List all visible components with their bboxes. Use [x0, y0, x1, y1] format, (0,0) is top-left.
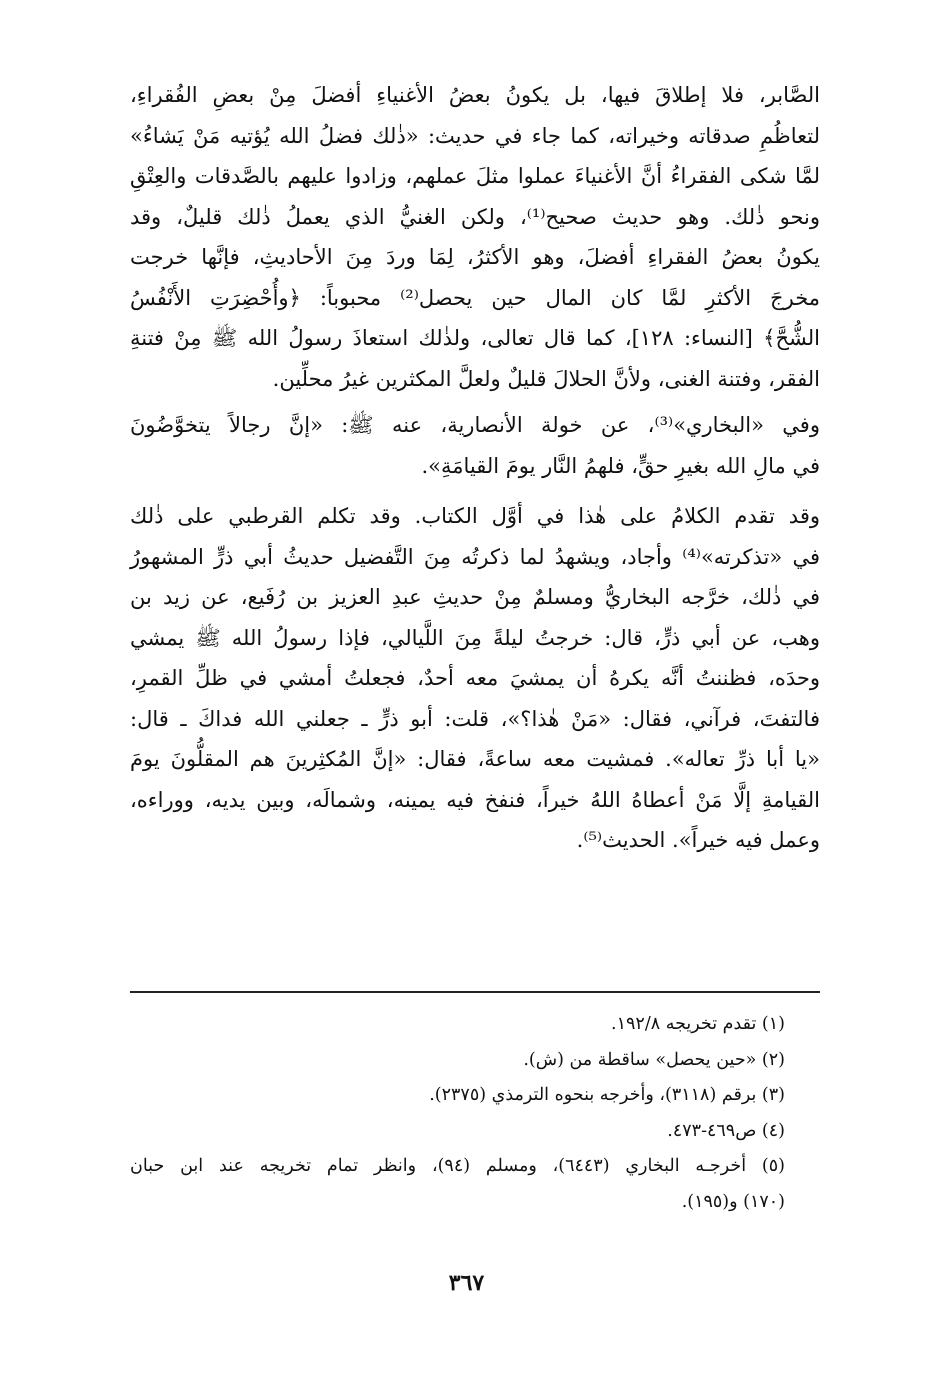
- text-line: وفي «البخاري»⁽³⁾، عن خولة الأنصارية، عنه ﷺ: «إنَّ رجالاً يتخوَّضُونَ: [130, 413, 820, 437]
- footnote: (٥) أخرجـه البخاري (٦٤٤٣)، ومسلم (٩٤)، وانظر تمام تخريجه عند ابن حبان: [130, 1156, 785, 1176]
- footnotes: [130, 1007, 785, 1220]
- text-line: يكونُ بعضُ الفقراءِ أفضلَ، وهو الأكثرُ، لِمَا وردَ مِنَ الأحاديثِ، فإنَّها خرجت: [130, 245, 820, 269]
- text-line: لتعاظُمِ صدقاته وخيراته، كما جاء في حديث: «ذٰلك فضلُ الله يُؤتيه مَنْ يَشاءُ»: [130, 123, 820, 148]
- text-line: في «تذكرته»⁽⁴⁾ وأجاد، ويشهدُ لما ذكرتُه مِنَ التَّفضيل حديثُ أبي ذرٍّ المشهورُ: [130, 544, 820, 569]
- text-line: القيامةِ إلَّا مَنْ أعطاهُ اللهُ خيراً، فنفخ فيه يمينه، وشمالَه، وبين يديه، ووراءه،: [130, 787, 820, 812]
- text-line: ونحو ذٰلك. وهو حديث صحيح⁽¹⁾، ولكن الغنيُّ الذي يعملُ ذٰلك قليلٌ، وقد: [130, 204, 820, 229]
- page-number: ٣٦٧: [448, 1270, 485, 1296]
- text-line: الصَّابر، فلا إطلاقَ فيها، بل يكونُ بعضُ الأغنياءِ أفضلَ مِنْ بعضِ الفُقراءِ،: [130, 83, 820, 107]
- text-line: في ذٰلك، خرَّجه البخاريُّ ومسلمٌ مِنْ حديثِ عبدِ العزيز بن رُفَيع، عن زيد بن: [130, 585, 820, 609]
- text-line: وحدَه، فظننتُ أنَّه يكرهُ أن يمشيَ معه أحدٌ، فجعلتُ أمشي في ظلِّ القمرِ،: [130, 666, 820, 690]
- footnote: (٢) «حين يحصل» ساقطة من (ش).: [523, 1049, 785, 1070]
- text-line: وعمل فيه خيراً». الحديث⁽⁵⁾.: [576, 828, 820, 852]
- paragraph: [130, 405, 820, 486]
- footnote: (٣) برقم (٣١١٨)، وأخرجه بنحوه الترمذي (٢٣٧٥).: [429, 1085, 785, 1105]
- text-line: مخرجَ الأكثرِ لمَّا كان المال حين يحصل⁽²⁾ محبوباً: ﴿وأُحْضِرَتِ الأَنْفُسُ: [130, 285, 820, 310]
- text-line: فالتفتَ، فرآني، فقال: «مَنْ هٰذا؟»، قلت: أبو ذرٍّ ـ جعلني الله فداكَ ـ قال:: [130, 706, 820, 731]
- text-line: الشُّحَّ﴾ [النساء: ١٢٨]، كما قال تعالى، ولذٰلك استعاذَ رسولُ الله ﷺ مِنْ فتنةِ: [130, 326, 820, 350]
- text-line: في مالِ الله بغيرِ حقٍّ، فلهمُ النَّار يومَ القيامَةِ».: [421, 453, 820, 478]
- text-line: وقد تقدم الكلامُ على هٰذا في أوَّل الكتاب. وقد تكلم القرطبي على ذٰلك: [130, 504, 820, 528]
- paragraph: [130, 496, 820, 861]
- text-line: وهب، عن أبي ذرٍّ، قال: خرجتُ ليلةً مِنَ اللَّيالي، فإذا رسولُ الله ﷺ يمشي: [130, 625, 820, 650]
- footnote: (١) تقدم تخريجه ١٩٢/٨.: [611, 1014, 785, 1034]
- main-text: [130, 75, 820, 861]
- text-line: «يا أبا ذرِّ تعاله». فمشيت معه ساعةً، فقال: «إنَّ المُكثِرينَ هم المقلُّونَ يومَ: [130, 747, 820, 771]
- paragraph: [130, 75, 820, 399]
- text-line: الفقر، وفتنة الغنى، ولأنَّ الحلالَ قليلٌ ولعلَّ المكثرين غيرُ محلِّين.: [272, 366, 820, 391]
- text-line: لمَّا شكى الفقراءُ أنَّ الأغنياءَ عملوا مثلَ عملهم، وزادوا عليهم بالصَّدقات والعِتْقِ: [130, 164, 820, 188]
- footnote-separator: [130, 991, 820, 993]
- footnote: (٤) ص٤٦٩-٤٧٣.: [667, 1120, 785, 1141]
- footnote-continuation: (١٧٠) و(١٩٥).: [681, 1191, 785, 1212]
